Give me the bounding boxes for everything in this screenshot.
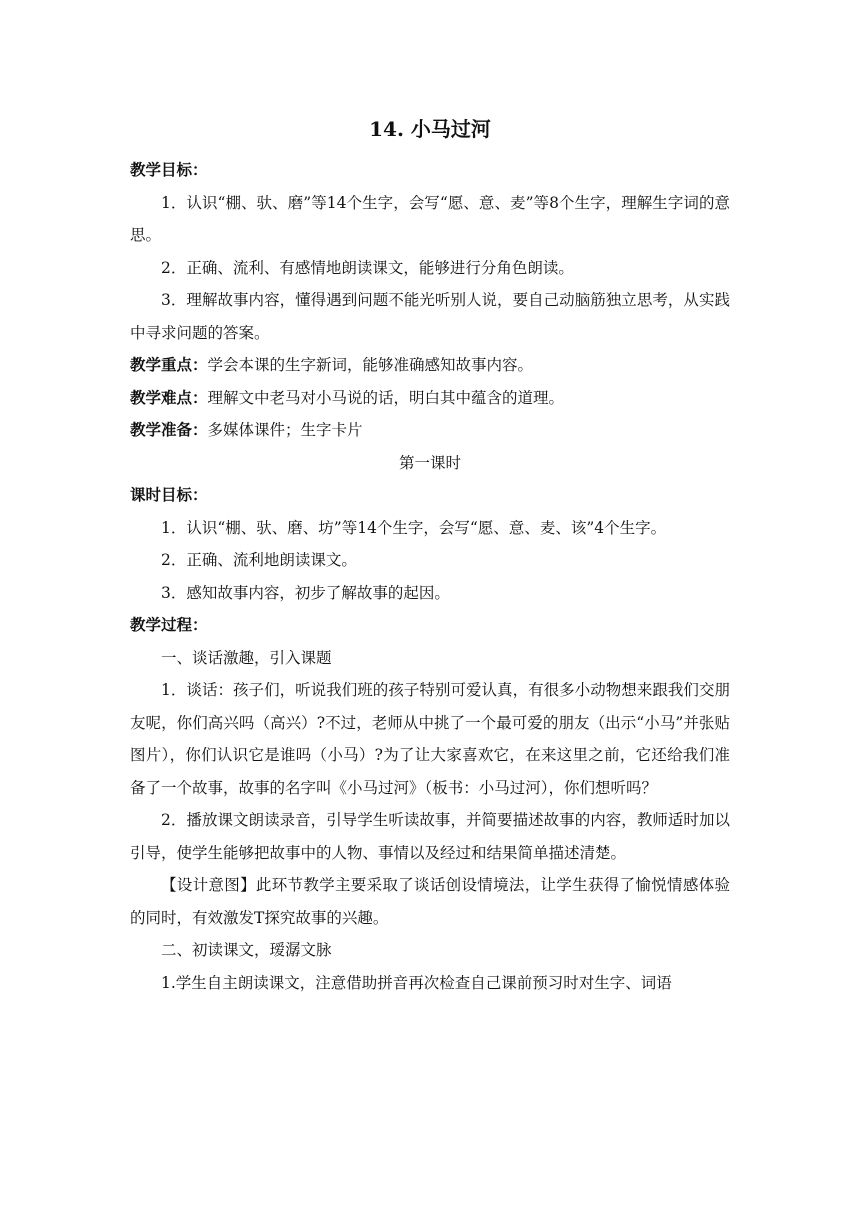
preparation-label: 教学准备： xyxy=(130,420,208,439)
teaching-key-point xyxy=(130,349,730,382)
teaching-preparation xyxy=(130,414,730,447)
section-2-heading: 二、初读课文，瑷潺文脉 xyxy=(161,941,332,959)
teaching-goal-3: 3．理解故事内容，懂得遇到问题不能光听别人说，要自己动脑筋独立思考，从实践中寻求问题的答案。 xyxy=(130,291,730,342)
section-1-heading: 一、谈话激趣，引入课题 xyxy=(161,648,332,667)
lesson-goal-3: 3．感知故事内容，初步了解故事的起因。 xyxy=(161,583,450,602)
teaching-difficulty xyxy=(130,382,730,415)
process-heading: 教学过程： xyxy=(130,615,208,634)
difficulty-label: 教学难点： xyxy=(130,387,208,407)
lesson-goal-1: 1．认识“棚、驮、磨、坊”等14个生字，会写“愿、意、麦、该”4个生字。 xyxy=(161,518,667,537)
section-1-paragraph-2: 2．播放课文朗读录音，引导学生听读故事，并简要描述故事的内容，教师适时加以引导，使学生能够把故事中的人物、事情以及经过和结果简单描述清楚。 xyxy=(130,811,730,862)
document-page xyxy=(130,112,730,999)
key-point-label: 教学重点： xyxy=(130,355,208,374)
lesson-title: 第一课时 xyxy=(398,453,461,472)
preparation-text: 多媒体课件；生字卡片 xyxy=(207,421,363,439)
section-1-paragraph-1: 1．谈话：孩子们，听说我们班的孩子特别可爱认真，有很多小动物想来跟我们交朋友呢，你们高兴吗（高兴）?不过，老师从中挑了一个最可爱的朋友（出示“小马”并张贴图片），你们认识它是谁吗（小马）?为了让大家喜欢它，在来这里之前，它还给我们准备了一个故事，故事的名字叫《小马过河》（板书：小马过河），你们想听吗？ xyxy=(130,681,730,797)
teaching-goal-2: 2．正确、流利、有感情地朗读课文，能够进行分角色朗读。 xyxy=(161,258,574,277)
section-1-design-intent: 【设计意图】此环节教学主要采取了谈话创设情境法，让学生获得了愉悦情感体验的同时，有效激发T探究故事的兴趣。 xyxy=(130,876,730,927)
key-point-text: 学会本课的生字新词，能够准确感知故事内容。 xyxy=(207,356,534,374)
difficulty-text: 理解文中老马对小马说的话，明白其中蕴含的道理。 xyxy=(207,388,565,407)
teaching-goal-1: 1．认识“棚、驮、磨”等14个生字，会写“愿、意、麦”等8个生字，理解生字词的意思。 xyxy=(130,193,730,244)
document-title: 14. 小马过河 xyxy=(369,117,491,141)
lesson-goals-heading: 课时目标： xyxy=(130,485,208,504)
teaching-goals-heading: 教学目标： xyxy=(130,160,208,179)
section-2-paragraph-1: 1.学生自主朗读课文，注意借助拼音再次检查自己课前预习时对生字、词语 xyxy=(161,973,672,992)
lesson-goal-2: 2．正确、流利地朗读课文。 xyxy=(161,551,357,569)
